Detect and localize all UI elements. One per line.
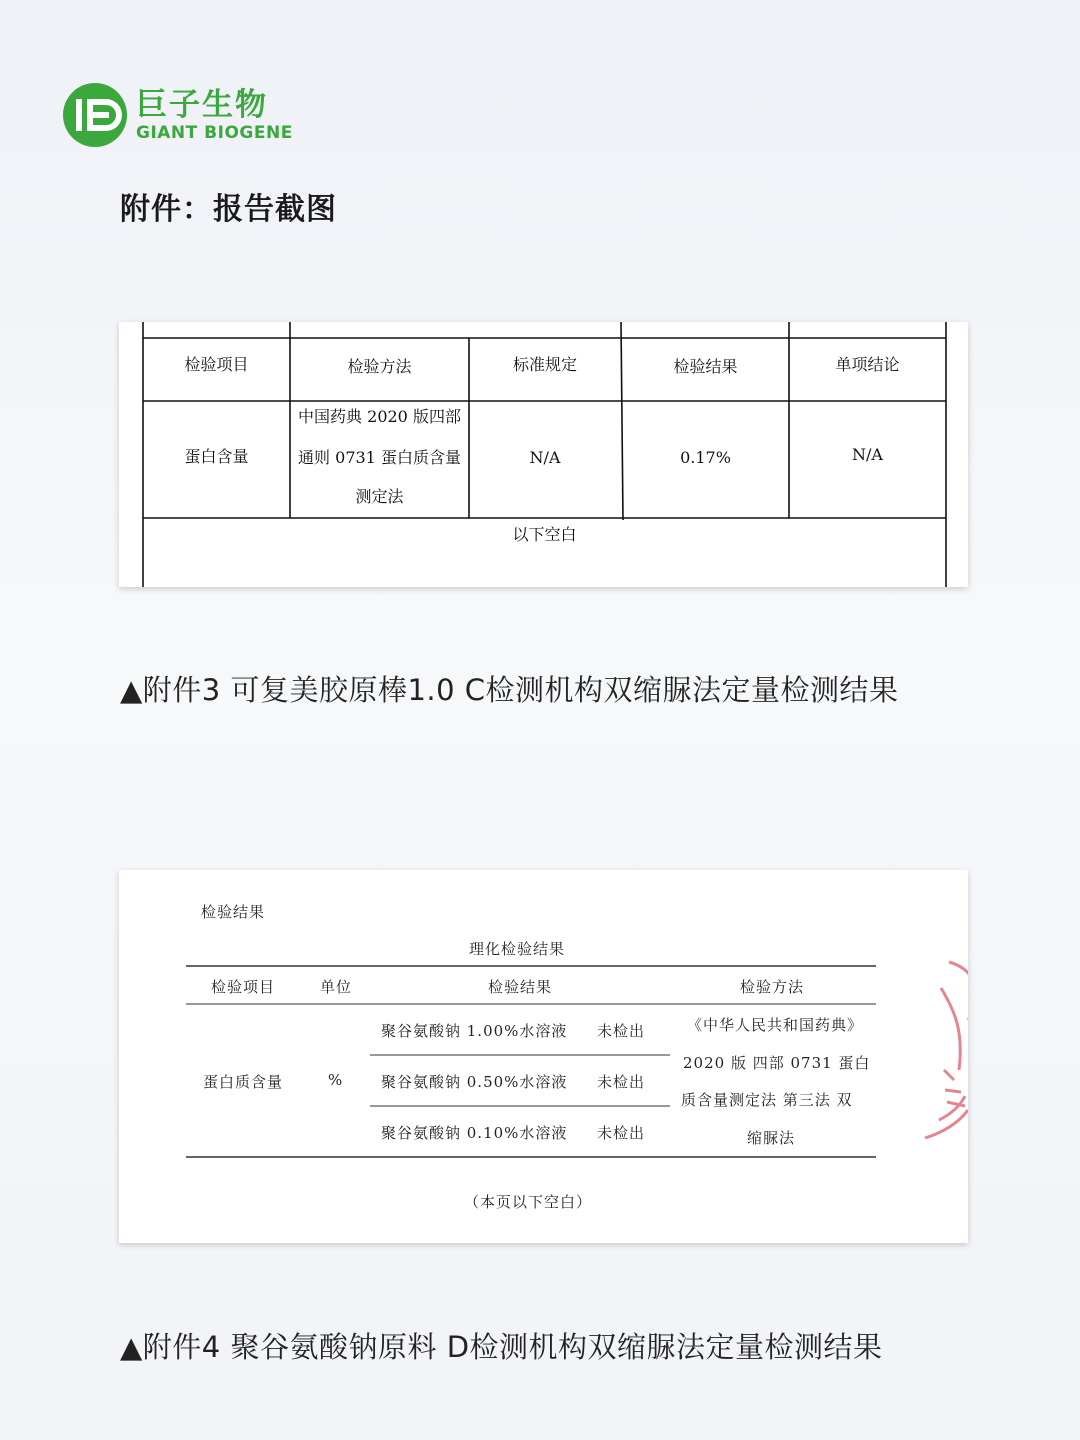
brand-name-cn: 巨子生物 (136, 87, 268, 123)
report2-sample-2: 聚谷氨酸钠 0.50%水溶液 (381, 1073, 568, 1091)
giant-biogene-logo-icon (62, 82, 128, 148)
report1-method-line-3: 测定法 (355, 487, 404, 506)
report2-method-line-3: 质含量测定法 第三法 双 (681, 1091, 853, 1109)
report1-header-method: 检验方法 (347, 357, 412, 376)
caption-attachment-3: ▲附件3 可复美胶原棒1.0 C检测机构双缩脲法定量检测结果 (120, 673, 899, 707)
report2-result-2: 未检出 (597, 1073, 646, 1091)
report2-result-3: 未检出 (597, 1124, 646, 1142)
report2-table-title: 理化检验结果 (469, 940, 566, 958)
report1-method-line-2: 通则 0731 蛋白质含量 (298, 448, 461, 467)
report1-header-result: 检验结果 (673, 357, 738, 376)
report-screenshot-1 (119, 322, 968, 587)
report2-method-line-2: 2020 版 四部 0731 蛋白 (683, 1054, 871, 1072)
brand-name-en: GIANT BIOGENE (136, 123, 293, 143)
report1-standard: N/A (529, 448, 561, 467)
report2-method-line-1: 《中华人民共和国药典》 (687, 1016, 864, 1034)
report2-method-line-4: 缩脲法 (747, 1129, 796, 1147)
report1-result: 0.17% (680, 448, 731, 467)
report1-blank-note: 以下空白 (512, 525, 577, 544)
report2-item: 蛋白质含量 (203, 1073, 284, 1091)
report1-header-conclusion: 单项结论 (835, 355, 900, 374)
report1-header-standard: 标准规定 (512, 355, 577, 374)
report-screenshot-2 (119, 870, 968, 1243)
report2-header-method: 检验方法 (740, 978, 805, 996)
brand-logo (62, 82, 293, 148)
report2-blank-note: （本页以下空白） (464, 1193, 593, 1211)
report1-header-item: 检验项目 (184, 355, 249, 374)
report2-header-item: 检验项目 (211, 978, 276, 996)
report2-result-1: 未检出 (597, 1022, 646, 1040)
caption-attachment-4: ▲附件4 聚谷氨酸钠原料 D检测机构双缩脲法定量检测结果 (120, 1330, 883, 1364)
report2-header-unit: 单位 (320, 978, 353, 996)
report2-header-result: 检验结果 (488, 978, 553, 996)
report1-conclusion: N/A (852, 445, 883, 464)
page-heading: 附件：报告截图 (120, 192, 337, 227)
report2-sample-3: 聚谷氨酸钠 0.10%水溶液 (381, 1124, 568, 1142)
report2-sample-1: 聚谷氨酸钠 1.00%水溶液 (381, 1022, 568, 1040)
report1-method-line-1: 中国药典 2020 版四部 (298, 407, 461, 426)
official-stamp-icon (925, 962, 968, 1138)
report1-item: 蛋白含量 (184, 447, 249, 466)
report2-section-label: 检验结果 (201, 903, 266, 921)
report2-unit: % (328, 1071, 344, 1089)
